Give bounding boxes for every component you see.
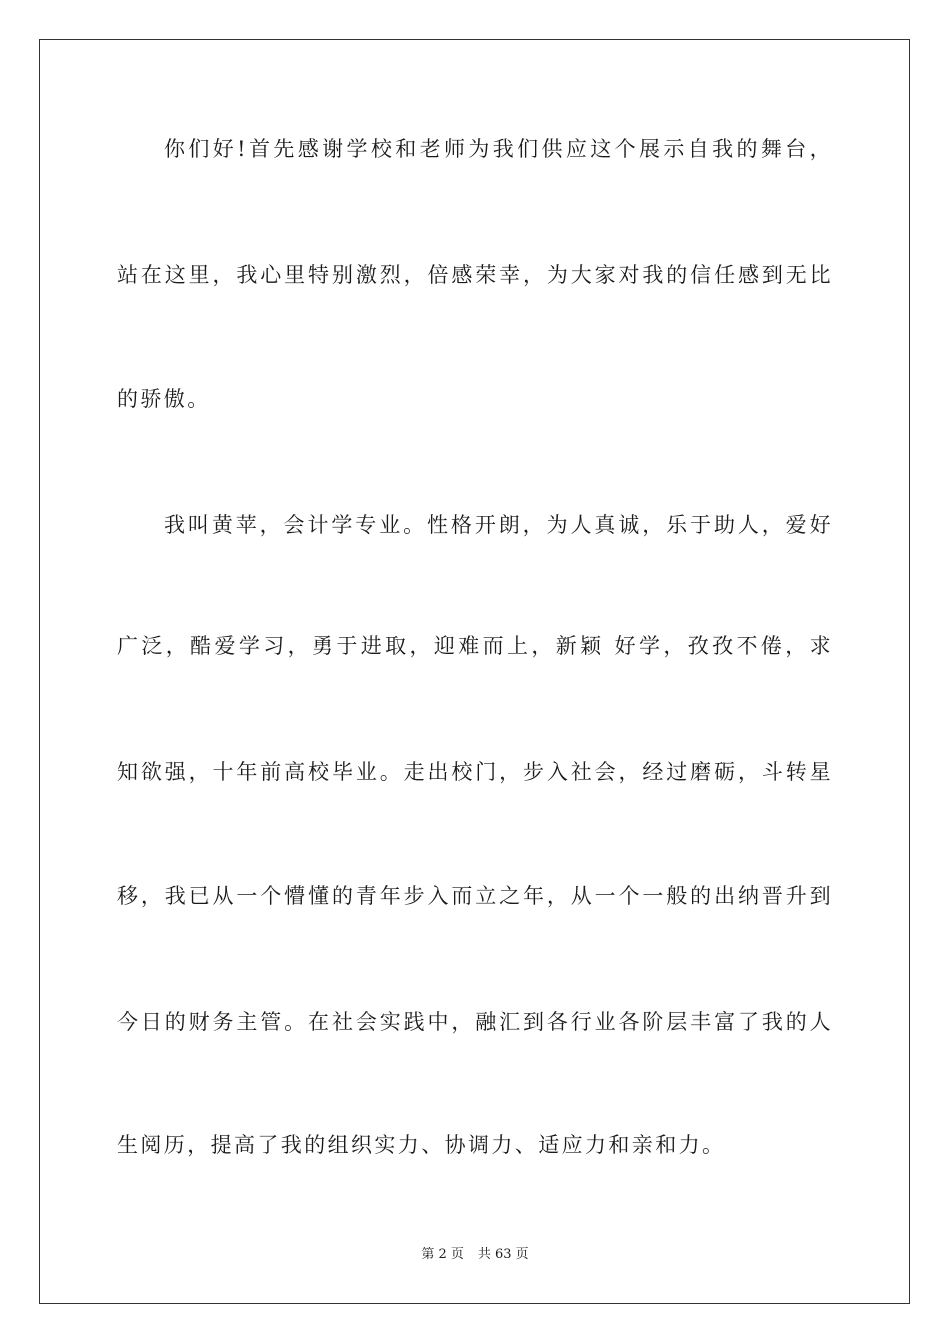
paragraph-2-line-3: 知欲强，十年前高校毕业。走出校门，步入社会，经过磨砺，斗转星 — [117, 760, 833, 784]
paragraph-1-line-1: 你们好!首先感谢学校和老师为我们供应这个展示自我的舞台， — [164, 137, 833, 161]
paragraph-2-line-5: 今日的财务主管。在社会实践中，融汇到各行业各阶层丰富了我的人 — [117, 1010, 833, 1034]
page-frame — [39, 39, 910, 1304]
paragraph-2-line-6: 生阅历，提高了我的组织实力、协调力、适应力和亲和力。 — [117, 1133, 726, 1157]
paragraph-1-line-3: 的骄傲。 — [117, 387, 211, 411]
page-number: 第 2 页 — [421, 1247, 464, 1262]
paragraph-2-line-1: 我叫黄苹，会计学专业。性格开朗，为人真诚，乐于助人，爱好 — [164, 513, 833, 537]
paragraph-2-line-4: 移，我已从一个懵懂的青年步入而立之年，从一个一般的出纳晋升到 — [117, 884, 833, 908]
paragraph-2-line-2: 广泛，酷爱学习，勇于进取，迎难而上，新颖 好学，孜孜不倦，求 — [117, 634, 833, 658]
paragraph-1-line-2: 站在这里，我心里特别激烈，倍感荣幸，为大家对我的信任感到无比 — [117, 263, 833, 287]
total-pages: 共 63 页 — [477, 1247, 529, 1262]
page-footer — [0, 1246, 950, 1264]
